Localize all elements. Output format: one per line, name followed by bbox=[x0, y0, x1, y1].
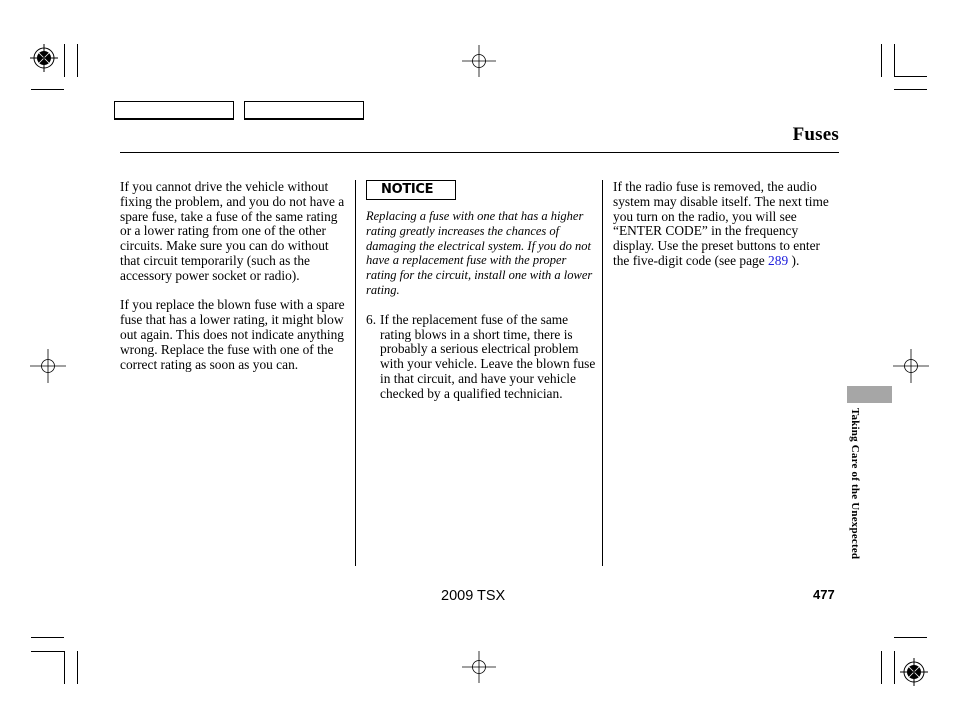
crosshair-icon bbox=[462, 651, 496, 683]
radio-fuse-text-end: ). bbox=[788, 252, 800, 268]
left-column bbox=[120, 180, 348, 387]
crop-mark bbox=[77, 44, 78, 77]
page-link[interactable]: 289 bbox=[768, 252, 789, 268]
page-title: Fuses bbox=[792, 124, 839, 145]
paragraph: If you replace the blown fuse with a spare fuse that has a lower rating, it might blow out again. This does not indicate anything wrong. Replace the fuse with one of the correct rating as soon as you can. bbox=[120, 297, 345, 372]
right-column bbox=[613, 180, 839, 284]
chapter-tab bbox=[847, 386, 892, 403]
chapter-label: Taking Care of the Unexpected bbox=[849, 408, 861, 560]
crosshair-icon bbox=[893, 349, 929, 383]
crosshair-icon bbox=[462, 45, 496, 77]
list-item bbox=[366, 313, 596, 402]
crop-mark bbox=[31, 89, 64, 90]
crop-mark bbox=[31, 651, 64, 652]
paragraph bbox=[613, 180, 839, 269]
radio-fuse-text: If the radio fuse is removed, the audio system may disable itself. The next time you turn on the radio, you will see “ENTER CODE” in the frequency display. Use the preset buttons to enter the five-digit code (see page bbox=[613, 179, 829, 268]
title-rule bbox=[120, 152, 839, 153]
column-divider bbox=[355, 180, 356, 566]
crosshair-icon bbox=[30, 349, 66, 383]
crop-mark bbox=[894, 89, 927, 90]
middle-column bbox=[366, 180, 596, 402]
page-number: 477 bbox=[813, 587, 835, 602]
crop-mark bbox=[894, 76, 927, 77]
registration-mark-icon bbox=[899, 657, 929, 687]
crop-mark bbox=[77, 651, 78, 684]
notice-label: NOTICE bbox=[366, 180, 456, 200]
step-text: If the replacement fuse of the same rating blows in a short time, there is probably a serious electrical problem with your vehicle. Leave the blown fuse in that circuit, and have your vehicle checked by a qualified technician. bbox=[380, 311, 596, 401]
crop-mark bbox=[894, 651, 895, 684]
crop-mark bbox=[64, 44, 65, 77]
paragraph: If you cannot drive the vehicle without fixing the problem, and you do not have a spare fuse, take a fuse of the same rating or a lower rating from one of the other circuits. Make sure you can do without that circuit temporarily (such as the accessory power socket or radio). bbox=[120, 179, 345, 283]
crop-mark bbox=[881, 651, 882, 684]
column-divider bbox=[602, 180, 603, 566]
notice-text: Replacing a fuse with one that has a higher rating greatly increases the chances of damaging the electrical system. If you do not have a replacement fuse with the proper rating for the circuit, install one with a lower rating. bbox=[366, 209, 593, 297]
crop-mark bbox=[31, 637, 64, 638]
header-tab-box bbox=[244, 101, 364, 120]
crop-mark bbox=[64, 651, 65, 684]
registration-mark-icon bbox=[29, 43, 59, 73]
crop-mark bbox=[894, 44, 895, 77]
header-tab-box bbox=[114, 101, 234, 120]
model-label: 2009 TSX bbox=[441, 588, 506, 604]
step-number: 6. bbox=[366, 311, 377, 327]
crop-mark bbox=[881, 44, 882, 77]
crop-mark bbox=[894, 637, 927, 638]
